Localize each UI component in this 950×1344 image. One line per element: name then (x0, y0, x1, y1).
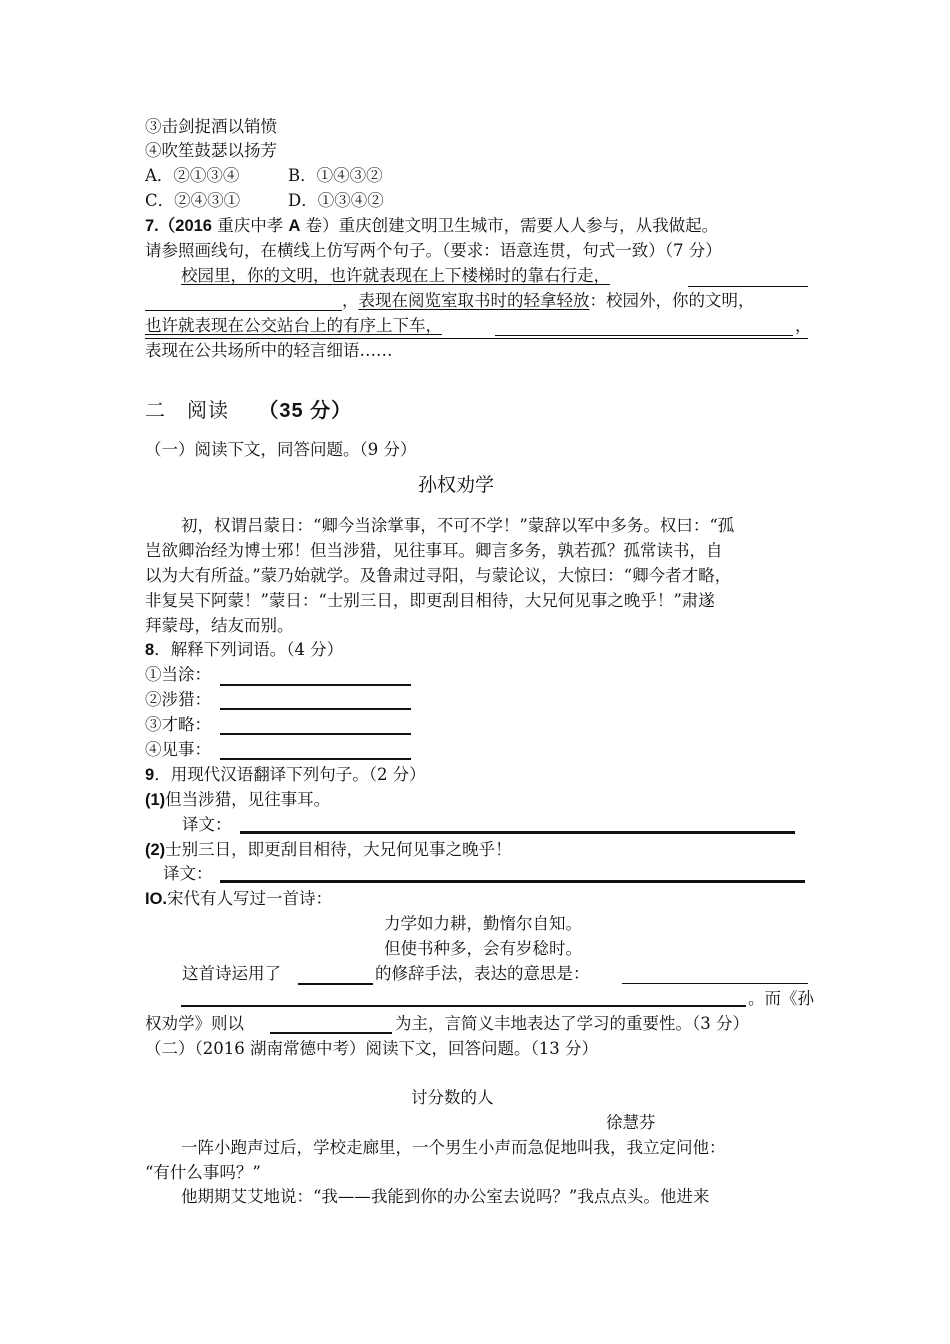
q6-item-3: ③击剑捉酒以销愤 (145, 117, 277, 136)
q9-translation-2-label: 译文： (163, 864, 213, 883)
part-2-author: 徐慧芬 (606, 1113, 656, 1132)
q10-line-2: 。而《孙 (748, 989, 814, 1008)
part-1-title: 孙权劝学 (418, 474, 495, 496)
part-2-para-line-2: “有什么事吗？” (145, 1163, 261, 1182)
q7-instructions: 请参照画线句，在横线上仿写两个句子。（要求：语意连贯，句式一致）（7 分） (145, 241, 722, 260)
q9-text: ．用现代汉语翻译下列句子。（2 分） (154, 765, 426, 784)
section-2-score: （35 分） (258, 400, 353, 422)
q6-option-a: A．②①③④ (145, 166, 240, 185)
q7-header (145, 214, 718, 238)
q9-number: 9 (145, 766, 155, 784)
q7-line-5-end: ， (795, 316, 812, 335)
part-2-para-line-3: 他期期艾艾地说：“我——我能到你的办公室去说吗？”我点点头。他进来 (181, 1187, 710, 1206)
q7-source-paper: A (288, 217, 301, 235)
q7-answer-blank-2[interactable] (495, 335, 793, 336)
q9-sentence-2-text: 士别三日，即更刮目相待，大兄何见事之晚乎！ (165, 840, 512, 859)
q7-line-6: 表现在公共场所中的轻言细语…… (145, 341, 393, 360)
q9-sentence-1-number: (1) (145, 791, 166, 809)
q10-poem-line-2: 但使书种多，会有岁稔时。 (384, 939, 582, 958)
q7-line-4 (342, 289, 755, 313)
q6-item-4: ④吹笙鼓瑟以扬芳 (145, 141, 277, 160)
q7-source-end: 卷）重庆创建文明卫生城市，需要人人参与，从我做起。 (305, 216, 719, 235)
part-2-intro: （二）（2016 湖南常德中考）阅读下文，回答问题。（13 分） (145, 1039, 598, 1058)
q8-item-2-blank[interactable] (220, 708, 411, 710)
q9-sentence-2 (145, 838, 512, 862)
q9-translation-2-blank[interactable] (220, 880, 805, 883)
part-1-para-line-5: 拜蒙母，结友而别。 (145, 616, 294, 635)
q8-item-2-label: ②涉猎： (145, 690, 211, 709)
q10-method-blank[interactable] (270, 1032, 392, 1034)
q9-sentence-1-text: 但当涉猎，见往事耳。 (165, 790, 331, 809)
part-1-intro: （一）阅读下文，同答问题。（9 分） (145, 440, 417, 459)
q7-source-year: （2016 (158, 217, 212, 235)
q10-meaning-blank-1[interactable] (622, 983, 808, 984)
q10-text: 宋代有人写过一首诗： (167, 889, 333, 908)
q10-line-3a: 权劝学》则以 (145, 1014, 244, 1033)
part-1-para-line-2: 岂欲卿治经为博士邪！但当涉猎，见往事耳。卿言多务，孰若孤？孤常读书，自 (145, 541, 723, 560)
q10-header (145, 887, 332, 911)
q9-sentence-1 (145, 788, 330, 812)
q8-text: ．解释下列词语。（4 分） (154, 640, 344, 659)
q10-line-3b: 为主，言简义丰地表达了学习的重要性。（3 分） (395, 1014, 749, 1033)
q7-model-sentence-2: 表现在阅览室取书时的轻拿轻放 (358, 291, 590, 310)
q9-translation-1-blank[interactable] (240, 831, 795, 834)
q7-comma: ， (342, 291, 359, 310)
q10-poem-line-1: 力学如力耕，勤惰尔自知。 (384, 914, 582, 933)
q10-rhetoric-blank[interactable] (298, 983, 373, 985)
section-2-heading (145, 396, 352, 425)
q6-option-b: B．①④③② (288, 166, 383, 185)
q7-number: 7. (145, 217, 159, 235)
q7-model-sentence-1: 校园里，你的文明，也许就表现在上下楼梯时的靠右行走， (181, 266, 610, 285)
section-2-title: 二 阅读 (145, 398, 229, 422)
q7-source-region: 重庆中孝 (217, 216, 284, 235)
part-1-para-line-3: 以为大有所益。”蒙乃始就学。及鲁肃过寻阳，与蒙论议，大惊曰：“卿今者才略， (145, 566, 732, 585)
part-2-title: 讨分数的人 (411, 1088, 494, 1107)
q8-header (145, 638, 343, 662)
q9-sentence-2-number: (2) (145, 841, 166, 859)
q10-line-1b: 的修辞手法，表达的意思是： (375, 964, 590, 983)
q7-line-4-end: ：校园外，你的文明， (589, 291, 755, 310)
q10-line-1a: 这首诗运用了 (182, 964, 281, 983)
part-1-para-line-4: 非复吴下阿蒙！”蒙日：“士别三日，即更刮目相待，大兄何见事之晚乎！”肃遂 (145, 591, 715, 610)
q6-option-c: C．②④③① (145, 191, 241, 210)
q10-meaning-blank-2[interactable] (181, 1005, 746, 1007)
part-1-para-line-1: 初，权谓吕蒙日：“卿今当涂掌事，不可不学！”蒙辞以军中多务。权曰：“孤 (181, 516, 735, 535)
q8-item-3-blank[interactable] (220, 733, 411, 735)
q7-answer-blank-1b[interactable] (145, 310, 342, 311)
q9-header (145, 763, 426, 787)
q8-number: 8 (145, 641, 155, 659)
part-2-para-line-1: 一阵小跑声过后，学校走廊里，一个男生小声而急促地叫我，我立定问他： (181, 1138, 726, 1157)
q7-model-sentence-3: 也许就表现在公交站台上的有序上下车， (145, 316, 442, 335)
q9-translation-1-label: 译文： (182, 815, 232, 834)
q6-option-d: D．①③④② (288, 191, 384, 210)
q7-answer-blank-1a[interactable] (688, 286, 808, 287)
q10-number: IO. (145, 890, 168, 908)
q8-item-4-label: ④见事： (145, 740, 211, 759)
q8-item-4-blank[interactable] (220, 758, 411, 760)
q8-item-3-label: ③才略： (145, 715, 211, 734)
q8-item-1-label: ①当涂： (145, 665, 211, 684)
q8-item-1-blank[interactable] (220, 684, 411, 686)
